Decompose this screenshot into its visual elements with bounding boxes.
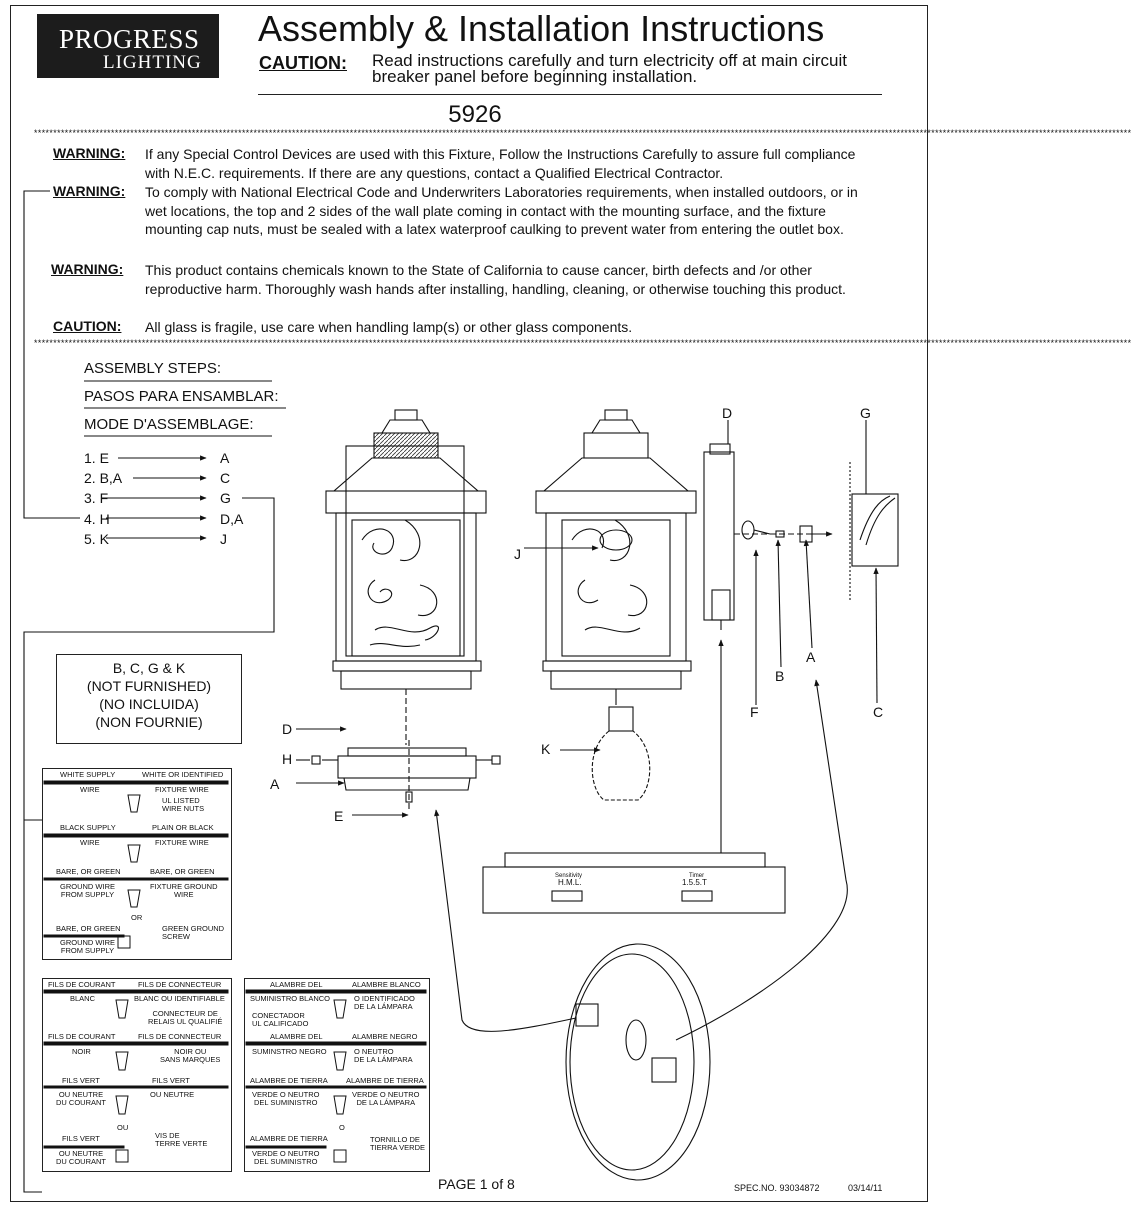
- caution-label: CAUTION:: [259, 53, 347, 73]
- step-2: 2. B,A: [84, 470, 123, 486]
- es-r3-left: ALAMBRE DE TIERRA: [250, 1076, 328, 1085]
- en-r1-right: WHITE OR IDENTIFIED: [142, 770, 224, 779]
- label-k: K: [541, 741, 551, 757]
- caution-label-glass: CAUTION:: [53, 318, 122, 334]
- es-r1-left2: SUMINISTRO BLANCO: [250, 994, 331, 1003]
- sensitivity-label: Sensitivity: [555, 873, 583, 879]
- label-j: J: [514, 546, 521, 562]
- fr-or: OU: [117, 1123, 129, 1132]
- es-r4-left2: VERDE O NEUTRO DEL SUMINISTRO: [252, 1149, 320, 1166]
- caution-text: Read instructions carefully and turn electricity off at main circuit breaker panel before beginning installation.: [372, 51, 847, 86]
- page-number: PAGE 1 of 8: [438, 1176, 515, 1192]
- en-r4-right: GREEN GROUND SCREW: [162, 924, 225, 941]
- label-b: B: [775, 668, 785, 684]
- star-divider-bottom: *********************************************************************************************************************************************************************************************************************************************************************************************: [33, 339, 1131, 349]
- es-r3-right: ALAMBRE DE TIERRA: [346, 1076, 424, 1085]
- fr-r1-right: FILS DE CONNECTEUR: [138, 980, 222, 989]
- page-title: Assembly & Installation Instructions: [258, 8, 825, 49]
- fr-nut: CONNECTEUR DE RELAIS UL QUALIFIÉ: [148, 1009, 223, 1026]
- label-g: G: [860, 405, 871, 421]
- sensitivity-value: H.M.L.: [558, 878, 582, 887]
- logo-line2: LIGHTING: [103, 52, 202, 73]
- fr-r4-right: VIS DE TERRE VERTE: [155, 1131, 208, 1148]
- step-4-target: D,A: [220, 511, 244, 527]
- en-r3-right: BARE, OR GREEN: [150, 867, 215, 876]
- step-3: 3. F: [84, 490, 109, 506]
- star-divider-top: *********************************************************************************************************************************************************************************************************************************************************************************************: [33, 129, 1131, 139]
- en-r3-right2: FIXTURE GROUND WIRE: [150, 882, 218, 899]
- fr-r3-left2: OU NEUTRE DU COURANT: [56, 1090, 106, 1107]
- en-r4-left2: GROUND WIRE FROM SUPPLY: [60, 938, 115, 955]
- not-furnished-line3: (NO INCLUIDA): [99, 696, 199, 712]
- step-5: 5. K: [84, 531, 109, 547]
- label-a-bottom: A: [270, 776, 280, 792]
- warning-text-3: This product contains chemicals known to the State of California to cause cancer, birth defects and /or other reproductive harm. Thoroughly wash hands after installing, handling, cleaning, or otherwise touching this product.: [145, 262, 846, 297]
- timer-value: 1.5.5.T: [682, 878, 707, 887]
- step-3-target: G: [220, 490, 231, 506]
- es-r2-right2: O NEUTRO DE LA LÁMPARA: [354, 1047, 413, 1064]
- en-r1-left2: WIRE: [80, 785, 100, 794]
- es-r1-right2: O IDENTIFICADO DE LA LÁMPARA: [354, 994, 415, 1011]
- fr-r2-left2: NOIR: [72, 1047, 91, 1056]
- es-r3-left2: VERDE O NEUTRO DEL SUMINISTRO: [252, 1090, 320, 1107]
- fr-r2-right2: NOIR OU SANS MARQUES: [160, 1047, 221, 1064]
- fr-r1-left: FILS DE COURANT: [48, 980, 116, 989]
- step-1: 1. E: [84, 450, 109, 466]
- en-nut: UL LISTED WIRE NUTS: [162, 796, 205, 813]
- document-date: 03/14/11: [848, 1183, 883, 1193]
- fr-r3-right2: OU NEUTRE: [150, 1090, 195, 1099]
- en-r4-left: BARE, OR GREEN: [56, 924, 121, 933]
- fr-r3-right: FILS VERT: [152, 1076, 190, 1085]
- step-5-target: J: [220, 531, 227, 547]
- warning-text-2: To comply with National Electrical Code and Underwriters Laboratories requirements, when installed outdoors, or in wet locations, the top and 2 sides of the wall plate coming in contact with the mounting surface, and the fixture mounting cap nuts, must be sealed with a latex waterproof caulking to prevent water from entering the outlet box.: [145, 184, 858, 237]
- not-furnished-line1: B, C, G & K: [112, 660, 186, 676]
- step-4: 4. H: [84, 511, 110, 527]
- caution-text-glass: All glass is fragile, use care when handling lamp(s) or other glass components.: [145, 319, 633, 335]
- assembly-heading-en: ASSEMBLY STEPS:: [84, 360, 221, 377]
- en-r2-right2: FIXTURE WIRE: [155, 838, 209, 847]
- assembly-heading-fr: MODE D'ASSEMBLAGE:: [84, 416, 254, 433]
- en-r1-left: WHITE SUPPLY: [60, 770, 116, 779]
- fr-r1-left2: BLANC: [70, 994, 96, 1003]
- fr-r3-left: FILS VERT: [62, 1076, 100, 1085]
- es-r2-left: ALAMBRE DEL: [270, 1032, 323, 1041]
- label-e: E: [334, 808, 344, 824]
- not-furnished-line2: (NOT FURNISHED): [86, 678, 212, 694]
- warning-label-2: WARNING:: [53, 183, 126, 199]
- fr-r2-left: FILS DE COURANT: [48, 1032, 116, 1041]
- timer-label: Timer: [689, 873, 705, 879]
- es-r2-right: ALAMBRE NEGRO: [352, 1032, 418, 1041]
- label-d-bottom: D: [282, 721, 293, 737]
- es-r3-right2: VERDE O NEUTRO DE LA LÁMPARA: [352, 1090, 420, 1107]
- not-furnished-line4: (NON FOURNIE): [95, 714, 203, 730]
- label-d-top: D: [722, 405, 733, 421]
- label-f: F: [750, 704, 759, 720]
- es-nut: CONECTADOR UL CALIFICADO: [252, 1011, 309, 1028]
- spec-number: SPEC.NO. 93034872: [734, 1183, 820, 1193]
- label-a-right: A: [806, 649, 816, 665]
- en-or: OR: [131, 913, 143, 922]
- fr-r2-right: FILS DE CONNECTEUR: [138, 1032, 222, 1041]
- es-or: O: [339, 1123, 345, 1132]
- es-r1-right: ALAMBRE BLANCO: [352, 980, 421, 989]
- en-r2-left: BLACK SUPPLY: [60, 823, 116, 832]
- es-r4-left: ALAMBRE DE TIERRA: [250, 1134, 328, 1143]
- label-c: C: [873, 704, 884, 720]
- assembly-heading-es: PASOS PARA ENSAMBLAR:: [84, 388, 279, 405]
- step-2-target: C: [220, 470, 231, 486]
- en-r1-right2: FIXTURE WIRE: [155, 785, 209, 794]
- step-1-target: A: [220, 450, 230, 466]
- es-r4-right: TORNILLO DE TIERRA VERDE: [370, 1135, 426, 1152]
- en-r3-left: BARE, OR GREEN: [56, 867, 121, 876]
- label-h: H: [282, 751, 293, 767]
- fr-r4-left: FILS VERT: [62, 1134, 100, 1143]
- warning-label-3: WARNING:: [51, 261, 124, 277]
- en-r3-left2: GROUND WIRE FROM SUPPLY: [60, 882, 115, 899]
- fr-r4-left2: OU NEUTRE DU COURANT: [56, 1149, 106, 1166]
- es-r2-left2: SUMINSTRO NEGRO: [252, 1047, 327, 1056]
- fr-r1-right2: BLANC OU IDENTIFIABLE: [134, 994, 225, 1003]
- logo-line1: PROGRESS: [59, 24, 200, 54]
- en-r2-right: PLAIN OR BLACK: [152, 823, 214, 832]
- warning-label-1: WARNING:: [53, 145, 126, 161]
- model-number: 5926: [448, 101, 502, 128]
- warning-text-1: If any Special Control Devices are used with this Fixture, Follow the Instructions Carefully to assure full compliance with N.E.C. requirements. If there are any questions, contact a Qualified Electrical Contractor.: [145, 146, 856, 181]
- en-r2-left2: WIRE: [80, 838, 100, 847]
- es-r1-left: ALAMBRE DEL: [270, 980, 323, 989]
